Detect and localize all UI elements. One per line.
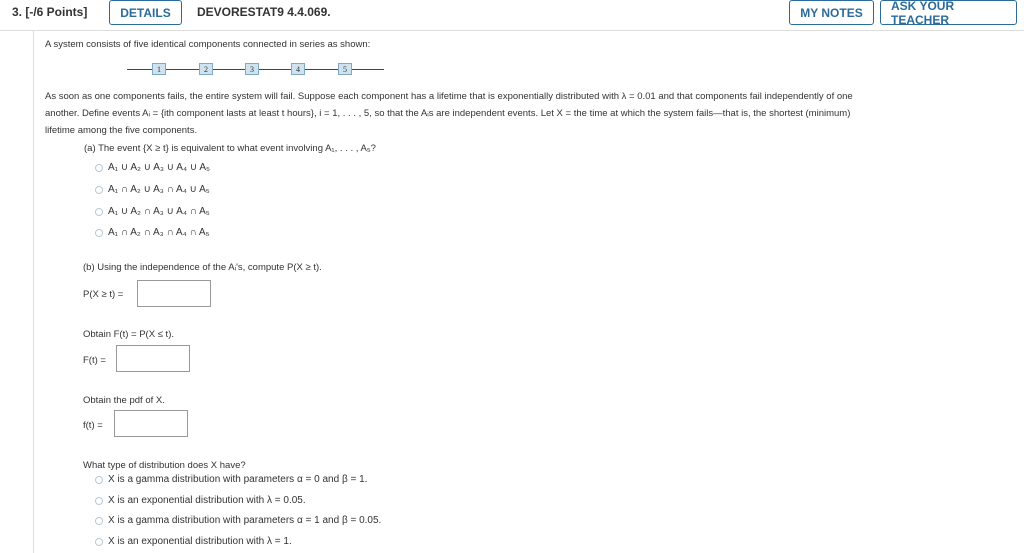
question-id: DEVORESTAT9 4.4.069.	[197, 5, 331, 19]
cdf-label: F(t) =	[83, 355, 106, 366]
ask-your-teacher-button[interactable]: ASK YOUR TEACHER	[880, 0, 1017, 25]
option-label: X is an exponential distribution with λ = 1.	[108, 536, 292, 547]
option-label: A₁ ∩ A₂ ∪ A₃ ∩ A₄ ∪ A₅	[108, 184, 210, 195]
option-label: X is a gamma distribution with parameters α = 0 and β = 1.	[108, 474, 368, 485]
question-points-label: 3. [-/6 Points]	[12, 5, 88, 19]
radio-button[interactable]	[95, 517, 103, 525]
pdf-prompt: Obtain the pdf of X.	[83, 395, 165, 406]
distribution-option-4[interactable]	[95, 536, 292, 547]
pdf-input[interactable]	[114, 410, 188, 437]
problem-paragraph	[45, 88, 1005, 139]
distribution-prompt: What type of distribution does X have?	[83, 460, 246, 471]
radio-button[interactable]	[95, 229, 103, 237]
component-box-2: 2	[199, 63, 213, 75]
part-a-option-1[interactable]	[95, 162, 210, 173]
radio-button[interactable]	[95, 538, 103, 546]
question-body	[33, 31, 1024, 553]
paragraph-line-2: another. Define events Aᵢ = {ith component lasts at least t hours}, i = 1, . . . , 5, so that the Aᵢs are independent events. Let X = the time at which the system fails—that is, the shortest (minimum)	[45, 108, 851, 119]
option-label: A₁ ∪ A₂ ∩ A₃ ∪ A₄ ∩ A₅	[108, 206, 210, 217]
option-label: X is a gamma distribution with parameters α = 1 and β = 0.05.	[108, 515, 382, 526]
radio-button[interactable]	[95, 497, 103, 505]
cdf-prompt: Obtain F(t) = P(X ≤ t).	[83, 329, 174, 340]
distribution-option-1[interactable]	[95, 474, 367, 485]
part-a-prompt: (a) The event {X ≥ t} is equivalent to what event involving A₁, . . . , A₅?	[84, 143, 376, 154]
component-box-1: 1	[152, 63, 166, 75]
option-label: X is an exponential distribution with λ = 0.05.	[108, 495, 306, 506]
part-a-option-2[interactable]	[95, 184, 210, 195]
survival-input[interactable]	[137, 280, 211, 307]
radio-button[interactable]	[95, 476, 103, 484]
distribution-option-3[interactable]	[95, 515, 381, 526]
component-box-5: 5	[338, 63, 352, 75]
radio-button[interactable]	[95, 208, 103, 216]
my-notes-button[interactable]: MY NOTES	[789, 0, 874, 25]
cdf-input[interactable]	[116, 345, 190, 372]
part-b-prompt: (b) Using the independence of the Aᵢ's, compute P(X ≥ t).	[83, 262, 322, 273]
pdf-label: f(t) =	[83, 420, 103, 431]
option-label: A₁ ∪ A₂ ∪ A₃ ∪ A₄ ∪ A₅	[108, 162, 211, 173]
distribution-option-2[interactable]	[95, 495, 306, 506]
component-box-3: 3	[245, 63, 259, 75]
intro-text: A system consists of five identical components connected in series as shown:	[45, 39, 371, 50]
component-box-4: 4	[291, 63, 305, 75]
part-a-option-4[interactable]	[95, 227, 210, 238]
paragraph-line-3: lifetime among the five components.	[45, 125, 198, 136]
details-button[interactable]: DETAILS	[109, 0, 182, 25]
radio-button[interactable]	[95, 164, 103, 172]
survival-label: P(X ≥ t) =	[83, 289, 124, 300]
paragraph-line-1: As soon as one components fails, the entire system will fail. Suppose each component has a lifetime that is exponentially distributed with λ = 0.01 and that components fail independently of one	[45, 91, 853, 102]
radio-button[interactable]	[95, 186, 103, 194]
series-diagram	[127, 63, 387, 77]
part-a-option-3[interactable]	[95, 206, 210, 217]
option-label: A₁ ∩ A₂ ∩ A₃ ∩ A₄ ∩ A₅	[108, 227, 210, 238]
question-header	[0, 0, 1024, 31]
